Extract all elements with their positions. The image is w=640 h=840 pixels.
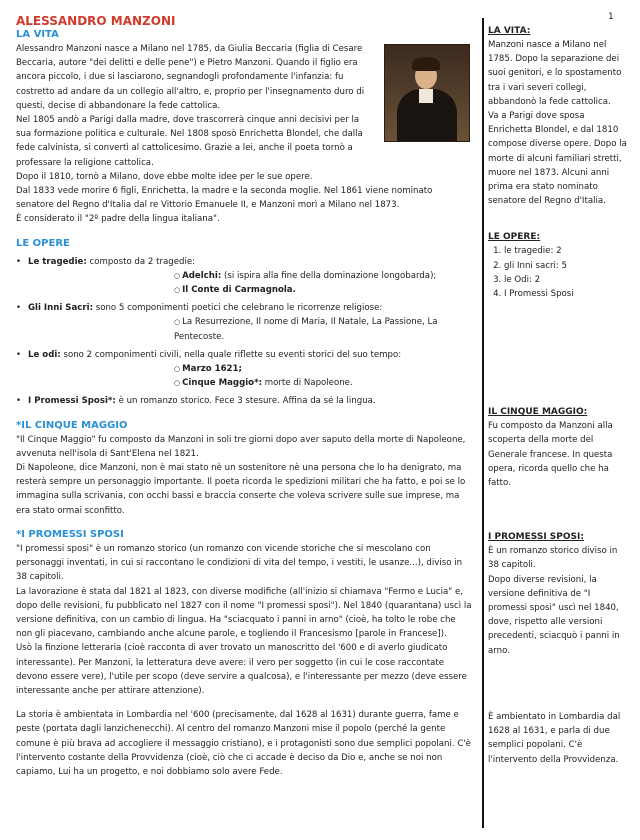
promessi-sposi-p2: La lavorazione è stata dal 1821 al 1823, con diverse modifiche (all'inizio si chiamava "Fermo e Lucia" e, dopo delle revisioni, fu pubblicato nel 1827 con il nome "I promessi sposi"). Nel 1840 (quarantana) uscì la versione definitiva, con un cambio di lingua. Ha "sciacquato i panni in arno" (cioè, ha tolto le robe che non gli piacevano, cambiando anche alcune parole, e togliendo il Francesismo [parole in Francese]). [16,586,472,640]
list-item: 1. le tragedie: 2 [504,244,628,258]
manzoni-portrait [384,44,470,142]
opere-heading: LE OPERE [16,237,70,249]
list-item: ○ La Resurrezione, Il nome di Maria, Il Natale, La Passione, La Pentecoste. [174,317,438,342]
promessi-sposi-p3: Usò la finzione letteraria (cioè racconta di aver trovato un manoscritto del '600 e di averlo giudicato interessante). Per Manzoni, la letteratura deve avere: il vero per soggetto (in cui le cose raccontate devono essere vere), l'utile per scopo (deve servire a qualcosa), e l'interessante per mezzo (deve essere interessante anche per attirare attenzione). [16,643,467,696]
tragedie-list [174,269,472,297]
promessi-sposi-heading: *I PROMESSI SPOSI [16,528,124,540]
main-column [16,12,472,779]
list-item: 3. le Odi: 2 [504,273,628,287]
sidebar-ambientato-text: È ambientato in Lombardia dal 1628 al 1631, e parla di due semplici popolani. C'è l'intervento della Provvidenza. [488,711,621,765]
list-item: 2. gli Inni sacri: 5 [504,259,628,273]
opere-tragedie: • Le tragedie: composto da 2 tragedie: [16,256,196,267]
sidebar-promessi-text-2: Dopo diverse revisioni, la versione definitiva de "I promessi sposi" uscì nel 1840, dove, rispetto alle versioni precedenti, sciacquò i panni in arno. [488,574,620,656]
list-item: 4. I Promessi Sposi [504,287,628,301]
promessi-label: I Promessi Sposi*: [28,396,116,407]
cinque-maggio-p1: "Il Cinque Maggio" fu composto da Manzoni in soli tre giorni dopo aver saputo della morte di Napoleone, avvenuta nell'isola di Sant'Elena nel 1821. [16,434,466,459]
summary-sidebar [488,24,628,767]
list-item: ○ Marzo 1621; [174,364,242,375]
opere-odi: • Le odi: sono 2 componimenti civili, nella quale riflette su eventi storici del suo tempo: [16,349,402,360]
list-item: ○ Cinque Maggio*: morte di Napoleone. [174,378,353,389]
cinque-maggio-heading: *IL CINQUE MAGGIO [16,419,128,431]
page-number: 1 [608,12,614,22]
column-divider [482,18,484,828]
inni-text: sono 5 componimenti poetici che celebrano le ricorrenze religiose: [95,303,383,314]
promessi-sposi-p1: "I promessi sposi" è un romanzo storico (un romanzo con vicende storiche che si mescolano con personaggi inventati, in cui si raccontano le condizioni di vita del tempo, i vestiti, le usanze...), diviso in 38 capitoli. [16,543,463,583]
opere-inni: • Gli Inni Sacri: sono 5 componimenti poetici che celebrano le ricorrenze religiose: [16,303,383,314]
vita-heading: LA VITA [16,29,59,40]
odi-text: sono 2 componimenti civili, nella quale riflette su eventi storici del suo tempo: [63,349,402,360]
sidebar-opere-heading: LE OPERE: [488,232,541,243]
vita-paragraph-4: Dal 1833 vede morire 6 figli, Enrichetta, la madre e la seconda moglie. Nel 1861 viene nominato senatore del Regno d'Italia dal re Vittorio Emanuele II, e Manzoni morì a Milano nel 1873. [16,186,433,211]
tragedie-label: Le tragedie: [28,256,87,267]
tragedie-text: composto da 2 tragedie: [89,256,196,267]
inni-list [174,315,472,343]
sidebar-vita-heading: LA VITA: [488,26,531,36]
promessi-sposi-p4: La storia è ambientata in Lombardia nel '600 (precisamente, dal 1628 al 1631) durante guerra, fame e peste (portata dagli lanzichenecchi). Al centro del romanzo Manzoni mise il popolo (perché la gente comune è più brava ad accogliere il messaggio cristiano), e i protagonisti sono due semplici popolani. C'è l'intervento costante della Provvidenza (cioè, ciò che ci accade è deciso da Dio e, anche se noi non capiamo, Lui ha un progetto, e noi dobbiamo solo avere Fede. [16,710,471,777]
cinque-maggio-p2: Di Napoleone, dice Manzoni, non è mai stato nè un sostenitore nè una persona che lo ha denigrato, ma resterà sempre un personaggio importante. Il poeta ricorda le spedizioni militari che ha fatto, e poi se lo immagina sulla scrivania, con occhi bassi e braccia conserte che voleva scrivere sulle sue imprese, ma era stato ormai sconfitto. [16,463,466,516]
odi-label: Le odi: [28,349,61,360]
sidebar-vita-text-2: Va a Parigi dove sposa Enrichetta Blondel, e dal 1810 compose diverse opere. Dopo la morte di alcuni familiari stretti, muore nel 1873. Alcuni anni prima era stato nominato senatore del Regno d'Italia. [488,111,627,207]
page-title: ALESSANDRO MANZONI [16,14,176,28]
sidebar-cinque-text: Fu composto da Manzoni alla scoperta della morte del Generale francese. In questa opera, ricorda quello che ha fatto. [488,421,613,489]
inni-label: Gli Inni Sacri: [28,303,94,314]
opere-promessi: • I Promessi Sposi*: è un romanzo storico. Fece 3 stesure. Affina da sé la lingua. [16,396,376,407]
vita-paragraph: Alessandro Manzoni nasce a Milano nel 1785, da Giulia Beccaria (figlia di Cesare Beccaria, autore "dei delitti e delle pene") e Pietro Manzoni. Quando il figlio era ancora piccolo, i due si lasciarono, segnandogli profondamente l'infanzia: fu costretto ad andare da un collegio all'altro, e, proprio per l'insegnamento duro di questi, decise di abbandonare la fede cattolica. [16,44,365,111]
sidebar-cinque-heading: IL CINQUE MAGGIO: [488,407,588,418]
list-item: ○ Il Conte di Carmagnola. [174,285,296,296]
sidebar-promessi-text: È un romanzo storico diviso in 38 capitoli. [488,546,618,571]
list-item: ○ Adelchi: (si ispira alla fine della dominazione longobarda); [174,270,437,281]
promessi-text: è un romanzo storico. Fece 3 stesure. Affina da sé la lingua. [118,396,376,407]
vita-paragraph-2: Nel 1805 andò a Parigi dalla madre, dove trascorrerà cinque anni decisivi per la sua formazione politica e culturale. Nel 1808 sposò Enrichetta Blondel, che dalla fede calvinista, si convertì al cattolicesimo. Grazie a lei, anche il poeta tornò a professare la religione cattolica. [16,115,363,168]
vita-paragraph-3: Dopo il 1810, tornò a Milano, dove ebbe molte idee per le sue opere. [16,171,313,182]
sidebar-opere-list [488,244,628,301]
odi-list [174,362,472,390]
sidebar-vita-text: Manzoni nasce a Milano nel 1785. Dopo la separazione dei suoi genitori, e lo spostamento tra i vari severi collegi, abbandonò la fede cattolica. [488,40,622,107]
vita-paragraph-5: È considerato il "2º padre della lingua italiana". [16,214,220,225]
sidebar-promessi-heading: I PROMESSI SPOSI: [488,532,584,543]
